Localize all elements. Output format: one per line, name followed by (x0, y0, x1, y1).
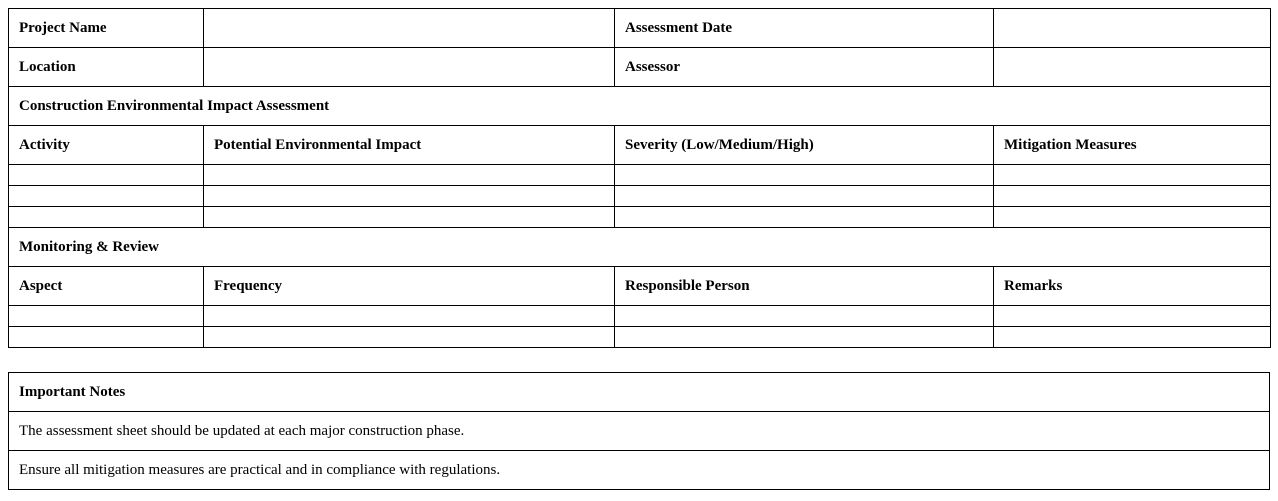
note-item: Ensure all mitigation measures are practical and in compliance with regulations. (9, 451, 1270, 490)
monitoring-section-title-row (9, 228, 1271, 267)
column-header-mitigation: Mitigation Measures (994, 126, 1271, 165)
monitoring-header-row (9, 267, 1271, 306)
assessment-date-label: Assessment Date (615, 9, 994, 48)
project-row (9, 9, 1271, 48)
project-name-field[interactable] (204, 9, 615, 48)
impact-section-title: Construction Environmental Impact Assessment (9, 87, 1271, 126)
notes-table (8, 372, 1270, 490)
activity-cell[interactable] (9, 165, 204, 186)
impact-table-row (9, 186, 1271, 207)
activity-cell[interactable] (9, 186, 204, 207)
responsible-person-cell[interactable] (615, 327, 994, 348)
location-field[interactable] (204, 48, 615, 87)
column-header-frequency: Frequency (204, 267, 615, 306)
impact-section-title-row (9, 87, 1271, 126)
aspect-cell[interactable] (9, 327, 204, 348)
assessment-table (8, 8, 1271, 348)
monitoring-table-row (9, 327, 1271, 348)
column-header-remarks: Remarks (994, 267, 1271, 306)
remarks-cell[interactable] (994, 306, 1271, 327)
impact-cell[interactable] (204, 165, 615, 186)
note-row (9, 451, 1270, 490)
frequency-cell[interactable] (204, 306, 615, 327)
monitoring-table-row (9, 306, 1271, 327)
notes-title: Important Notes (9, 373, 1270, 412)
assessor-label: Assessor (615, 48, 994, 87)
remarks-cell[interactable] (994, 327, 1271, 348)
mitigation-cell[interactable] (994, 186, 1271, 207)
impact-cell[interactable] (204, 186, 615, 207)
mitigation-cell[interactable] (994, 165, 1271, 186)
monitoring-section-title: Monitoring & Review (9, 228, 1271, 267)
impact-header-row (9, 126, 1271, 165)
activity-cell[interactable] (9, 207, 204, 228)
column-header-responsible-person: Responsible Person (615, 267, 994, 306)
project-name-label: Project Name (9, 9, 204, 48)
severity-cell[interactable] (615, 207, 994, 228)
location-label: Location (9, 48, 204, 87)
severity-cell[interactable] (615, 165, 994, 186)
assessment-date-field[interactable] (994, 9, 1271, 48)
note-item: The assessment sheet should be updated at each major construction phase. (9, 412, 1270, 451)
note-row (9, 412, 1270, 451)
mitigation-cell[interactable] (994, 207, 1271, 228)
frequency-cell[interactable] (204, 327, 615, 348)
column-header-potential-impact: Potential Environmental Impact (204, 126, 615, 165)
notes-title-row (9, 373, 1270, 412)
impact-cell[interactable] (204, 207, 615, 228)
impact-table-row (9, 207, 1271, 228)
impact-table-row (9, 165, 1271, 186)
assessor-field[interactable] (994, 48, 1271, 87)
location-row (9, 48, 1271, 87)
column-header-severity: Severity (Low/Medium/High) (615, 126, 994, 165)
responsible-person-cell[interactable] (615, 306, 994, 327)
aspect-cell[interactable] (9, 306, 204, 327)
column-header-activity: Activity (9, 126, 204, 165)
severity-cell[interactable] (615, 186, 994, 207)
column-header-aspect: Aspect (9, 267, 204, 306)
